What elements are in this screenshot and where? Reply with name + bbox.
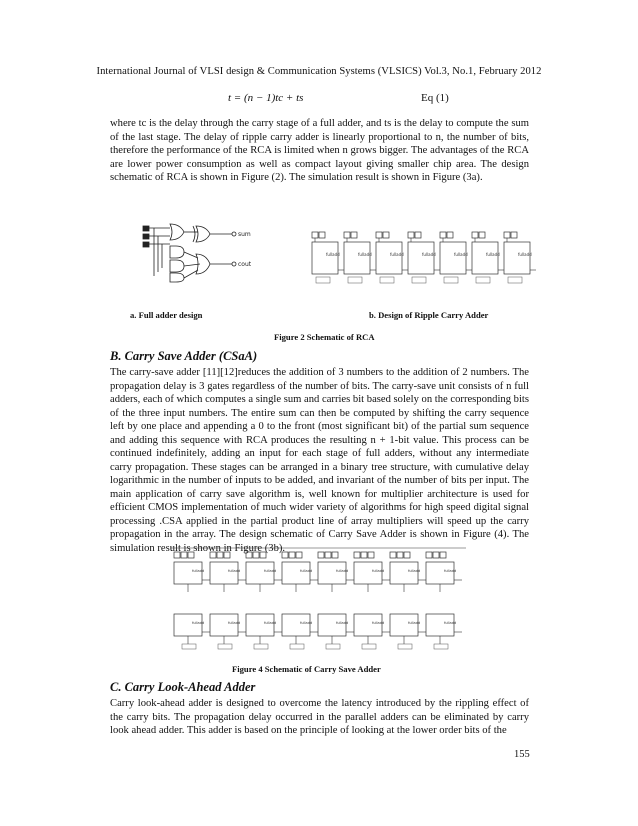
paragraph-rca-delay: where tc is the delay through the carry stage of a full adder, and ts is the delay to compute the sum of the last stage. The delay of ripple carry adder is linearly proportional to n, the number of bits, therefore the performance of the RCA is limited when n grows bigger. The advantages of the RCA are lower power consumption as well as compact layout giving smaller chip area. The design schematic of RCA is shown in Figure (2). The simulation result is shown in Figure (3a).	[110, 118, 529, 183]
csa-fulladd-cell	[282, 552, 318, 592]
csa-fulladd-cell	[390, 552, 426, 592]
csa-fulladd-cell	[390, 614, 426, 649]
rca-fulladd-cell	[472, 232, 504, 283]
rca-fulladd-cell	[504, 232, 536, 283]
svg-text:fulladd: fulladd	[326, 252, 340, 257]
svg-text:fulladd: fulladd	[454, 252, 468, 257]
svg-text:fulladd: fulladd	[336, 569, 349, 573]
svg-text:fulladd: fulladd	[486, 252, 500, 257]
csa-fulladd-cell	[174, 614, 210, 649]
csa-fulladd-cell	[426, 552, 462, 592]
section-b-title: B. Carry Save Adder (CSaA)	[110, 349, 258, 363]
fa-cout-label: cout	[238, 261, 252, 268]
svg-text:fulladd: fulladd	[228, 569, 241, 573]
page-number: 155	[514, 749, 530, 760]
csa-fulladd-cell	[210, 614, 246, 649]
csa-fulladd-cell	[318, 614, 354, 649]
svg-text:fulladd: fulladd	[192, 569, 205, 573]
csa-fulladd-cell	[426, 614, 462, 649]
paragraph-carry-lookahead: Carry look-ahead adder is designed to overcome the latency introduced by the rippling effect of the carry bits. The propagation delay occurred in the parallel adders can be eliminated by carry look ahead adder. This adder is based on the principle of looking at the lower order bits of the	[110, 698, 529, 736]
svg-text:fulladd: fulladd	[192, 621, 205, 625]
rca-fulladd-cell	[312, 232, 344, 283]
figure-2b-ripple-carry-adder	[308, 230, 540, 288]
equation-1	[228, 92, 449, 104]
svg-text:fulladd: fulladd	[444, 621, 457, 625]
rca-fulladd-cell	[344, 232, 376, 283]
figure-2b-subcaption: b. Design of Ripple Carry Adder	[369, 310, 489, 320]
svg-text:fulladd: fulladd	[408, 621, 421, 625]
csa-fulladd-cell	[246, 552, 282, 592]
csa-fulladd-cell	[354, 552, 390, 592]
svg-text:fulladd: fulladd	[264, 621, 277, 625]
paragraph-carry-save: The carry-save adder [11][12]reduces the addition of 3 numbers to the addition of 2 numbers. The propagation delay is 3 gates regardless of the number of bits. The carry-save unit consists of n full adders, each of which computes a single sum and carries bit based solely on the corresponding bits of the three input numbers. The entire sum can then be computed by shifting the carry sequence left by one place and appending a 0 to the front (most significant bit) of the partial sum sequence and adding this sequence with RCA produces the resulting n + 1-bit value. This process can be continued indefinitely, adding an input for each stage of full adders, without any intermediate carry propagation. These stages can be arranged in a binary tree structure, with cumulative delay logarithmic in the number of inputs to be added, and invariant of the number of bits per input. The main application of carry save algorithm is, well known for multiplier architecture is used for efficient CMOS implementation of much wider variety of algorithms for high speed digital signal processing .CSA applied in the partial product line of array multipliers will speed up the carry propagation in the array. The design schematic of Carry Save Adder is shown in Figure (4). The simulation result is shown in Figure (3b).	[110, 367, 529, 554]
csa-fulladd-cell	[282, 614, 318, 649]
rca-fulladd-cell	[440, 232, 472, 283]
equation-formula: t = (n − 1)tc + ts	[228, 92, 304, 104]
svg-text:fulladd: fulladd	[518, 252, 532, 257]
svg-text:fulladd: fulladd	[336, 621, 349, 625]
svg-text:fulladd: fulladd	[408, 569, 421, 573]
svg-text:fulladd: fulladd	[358, 252, 372, 257]
svg-text:fulladd: fulladd	[300, 569, 313, 573]
equation-number: Eq (1)	[421, 92, 449, 104]
csa-fulladd-cell	[210, 552, 246, 592]
svg-text:fulladd: fulladd	[372, 621, 385, 625]
figure-4-caption: Figure 4 Schematic of Carry Save Adder	[232, 664, 381, 674]
svg-text:fulladd: fulladd	[372, 569, 385, 573]
journal-header: International Journal of VLSI design & Communication Systems (VLSICS) Vol.3, No.1, February 2012	[96, 66, 542, 77]
csa-fulladd-cell	[354, 614, 390, 649]
svg-text:fulladd: fulladd	[444, 569, 457, 573]
csa-fulladd-cell	[174, 552, 210, 592]
figure-4-carry-save-adder	[160, 540, 478, 652]
fa-sum-label: sum	[238, 231, 251, 238]
section-c-title: C. Carry Look-Ahead Adder	[110, 680, 256, 694]
rca-fulladd-cell	[408, 232, 440, 283]
figure-2-caption: Figure 2 Schematic of RCA	[274, 332, 375, 342]
svg-text:fulladd: fulladd	[300, 621, 313, 625]
csa-fulladd-cell	[246, 614, 282, 649]
rca-fulladd-cell	[376, 232, 408, 283]
svg-text:fulladd: fulladd	[264, 569, 277, 573]
figure-2a-full-adder	[140, 218, 270, 283]
svg-text:fulladd: fulladd	[422, 252, 436, 257]
csa-fulladd-cell	[318, 552, 354, 592]
svg-text:fulladd: fulladd	[390, 252, 404, 257]
svg-text:fulladd: fulladd	[228, 621, 241, 625]
figure-2a-subcaption: a. Full adder design	[130, 310, 203, 320]
